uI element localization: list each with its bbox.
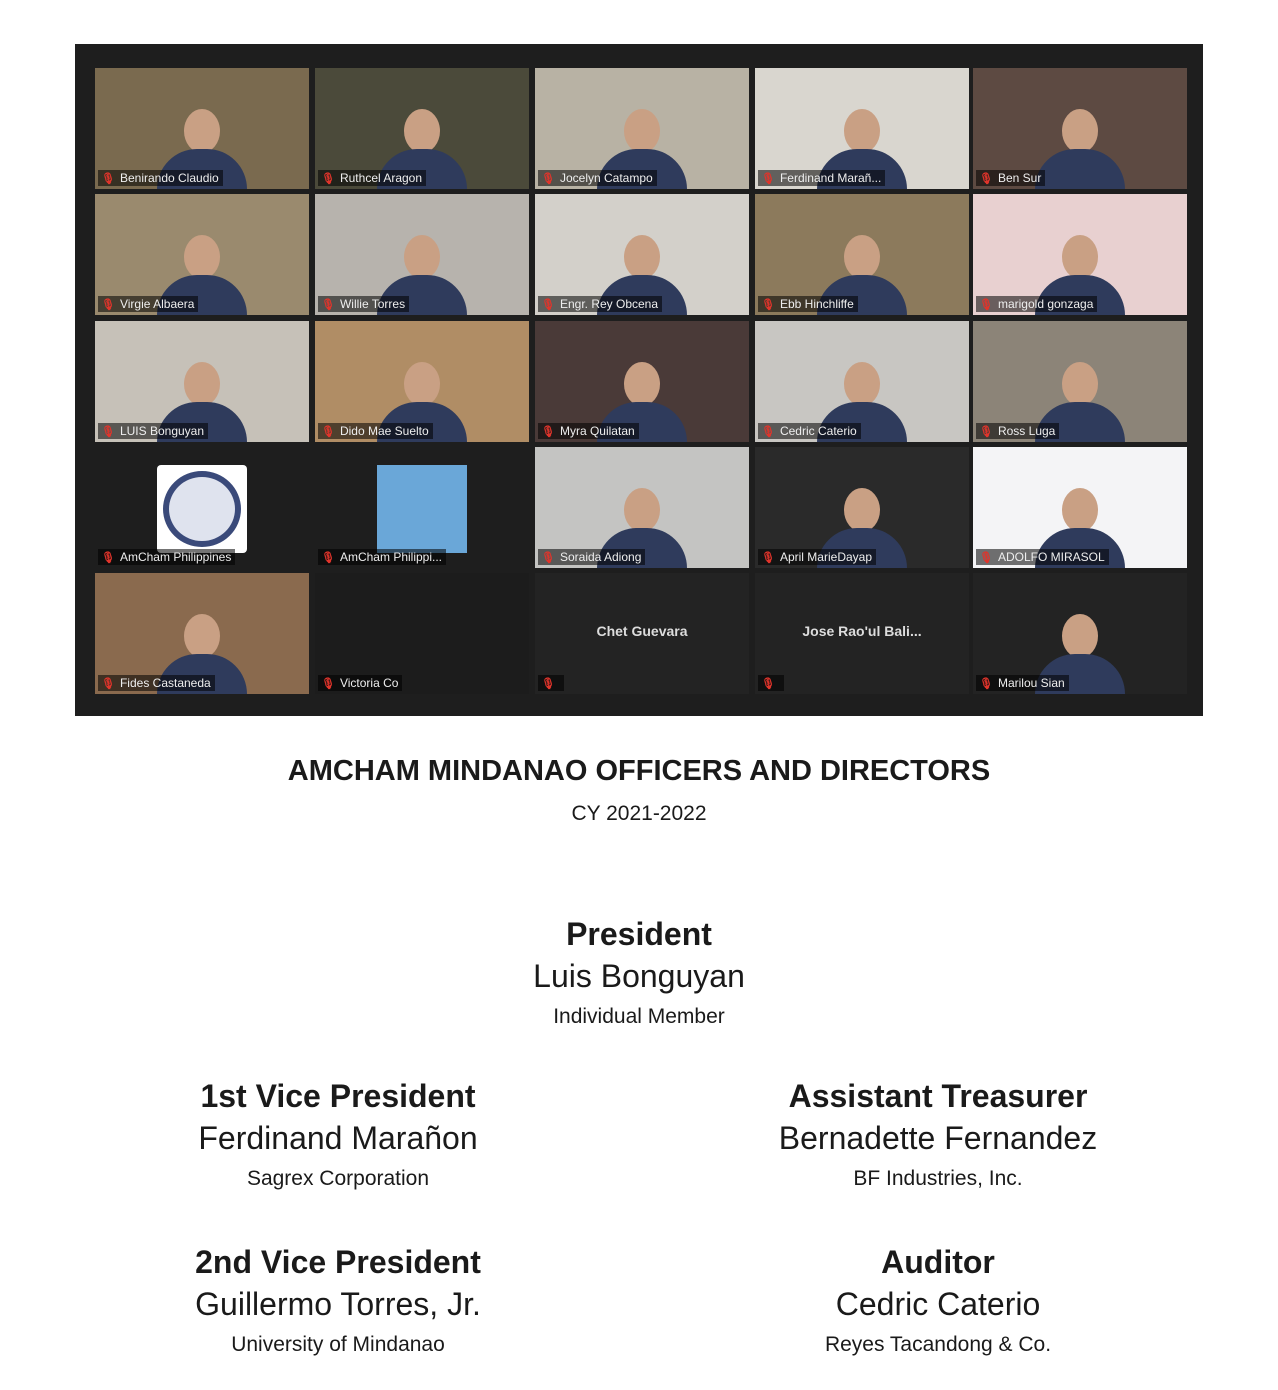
- participant-name: Ross Luga: [997, 424, 1056, 438]
- muted-mic-icon: 🎙︎: [541, 299, 555, 311]
- officer-org: Reyes Tacandong & Co.: [824, 1333, 1052, 1356]
- officer-name: Guillermo Torres, Jr.: [195, 1286, 481, 1322]
- participant-name-label: [318, 549, 446, 565]
- officer-role: Assistant Treasurer: [788, 1078, 1088, 1114]
- participant-tile[interactable]: [755, 573, 969, 694]
- muted-mic-icon: 🎙︎: [321, 678, 335, 690]
- officer-role: 1st Vice President: [200, 1078, 476, 1114]
- participant-name-label: [758, 296, 858, 312]
- muted-mic-icon: 🎙︎: [321, 552, 335, 564]
- participant-name-center: Chet Guevara: [596, 623, 688, 639]
- muted-mic-icon: 🎙︎: [979, 678, 993, 690]
- participant-tile[interactable]: [535, 447, 749, 568]
- officer-1st-vice-president: [38, 1076, 638, 1196]
- participant-name: LUIS Bonguyan: [119, 424, 205, 438]
- muted-mic-icon: 🎙︎: [541, 426, 555, 438]
- participant-name: Ben Sur: [997, 171, 1042, 185]
- muted-mic-icon: 🎙︎: [101, 552, 115, 564]
- officer-name: Bernadette Fernandez: [778, 1120, 1098, 1156]
- muted-mic-icon: 🎙︎: [321, 299, 335, 311]
- participant-tile[interactable]: [755, 321, 969, 442]
- participant-tile[interactable]: [755, 447, 969, 568]
- participant-name: Ebb Hinchliffe: [779, 297, 854, 311]
- participant-name: Benirando Claudio: [119, 171, 219, 185]
- muted-mic-icon: 🎙︎: [101, 299, 115, 311]
- participant-tile[interactable]: [315, 321, 529, 442]
- participant-name-label: [98, 549, 235, 565]
- participant-name-label: [538, 296, 662, 312]
- participant-name-label: [318, 675, 402, 691]
- participant-name-center: Jose Rao'ul Bali...: [802, 623, 922, 639]
- officer-role: Auditor: [881, 1244, 995, 1280]
- participant-tile[interactable]: [535, 68, 749, 189]
- muted-mic-icon: 🎙︎: [321, 173, 335, 185]
- participant-name: Marilou Sian: [997, 676, 1065, 690]
- participant-name-label: [976, 296, 1097, 312]
- muted-mic-icon: 🎙︎: [979, 426, 993, 438]
- participant-name-label: [318, 423, 433, 439]
- muted-mic-icon: 🎙︎: [761, 173, 775, 185]
- participant-name-label: [318, 170, 426, 186]
- participant-name: AmCham Philippines: [119, 550, 232, 564]
- participant-name: Engr. Rey Obcena: [559, 297, 659, 311]
- participant-name: Dido Mae Suelto: [339, 424, 429, 438]
- officer-president: [339, 914, 939, 1034]
- participant-tile[interactable]: [535, 321, 749, 442]
- officer-org: Sagrex Corporation: [246, 1167, 430, 1190]
- muted-mic-icon: 🎙︎: [541, 173, 555, 185]
- participant-name-label: [758, 423, 861, 439]
- participant-tile[interactable]: [315, 194, 529, 315]
- muted-mic-icon: 🎙︎: [979, 173, 993, 185]
- muted-mic-icon: 🎙︎: [101, 426, 115, 438]
- officer-assistant-treasurer: [638, 1076, 1238, 1196]
- zoom-meeting-gallery: [75, 44, 1203, 716]
- participant-tile[interactable]: [315, 447, 529, 568]
- participant-tile[interactable]: [315, 68, 529, 189]
- participant-name-label: [538, 423, 639, 439]
- participant-tile[interactable]: [973, 447, 1187, 568]
- participant-name: Ferdinand Marañ...: [779, 171, 882, 185]
- muted-mic-icon: 🎙︎: [761, 299, 775, 311]
- participant-name: Victoria Co: [339, 676, 399, 690]
- officer-name: Ferdinand Marañon: [198, 1120, 478, 1156]
- participant-name-label: [976, 675, 1069, 691]
- muted-mic-icon: 🎙︎: [321, 426, 335, 438]
- participant-name-label: [98, 170, 223, 186]
- participant-tile[interactable]: [95, 573, 309, 694]
- officer-auditor: [638, 1242, 1238, 1362]
- participant-tile[interactable]: [95, 194, 309, 315]
- page-title: AMCHAM MINDANAO OFFICERS AND DIRECTORS: [287, 755, 991, 787]
- muted-mic-icon: 🎙︎: [979, 299, 993, 311]
- participant-tile[interactable]: [535, 573, 749, 694]
- participant-name-label: [98, 423, 208, 439]
- officer-org: BF Industries, Inc.: [853, 1167, 1023, 1190]
- participant-name: Fides Castaneda: [119, 676, 211, 690]
- muted-mic-icon: 🎙︎: [979, 552, 993, 564]
- participant-tile[interactable]: [95, 447, 309, 568]
- participant-name-label: [976, 423, 1059, 439]
- participant-name-label: [758, 170, 885, 186]
- term-year: CY 2021-2022: [571, 802, 707, 825]
- participant-name-label: [976, 549, 1109, 565]
- muted-mic-icon: 🎙︎: [541, 678, 555, 690]
- participant-name-label: [538, 675, 564, 691]
- participant-tile[interactable]: [535, 194, 749, 315]
- muted-mic-icon: 🎙︎: [761, 426, 775, 438]
- participant-name-label: [758, 549, 876, 565]
- participant-name: Soraida Adiong: [559, 550, 642, 564]
- participant-tile[interactable]: [755, 194, 969, 315]
- participant-name-label: [98, 675, 215, 691]
- officer-org: Individual Member: [553, 1005, 725, 1028]
- muted-mic-icon: 🎙︎: [541, 552, 555, 564]
- officer-role: President: [566, 916, 712, 952]
- participant-name: marigold gonzaga: [997, 297, 1094, 311]
- muted-mic-icon: 🎙︎: [101, 173, 115, 185]
- muted-mic-icon: 🎙︎: [761, 678, 775, 690]
- participant-name-label: [98, 296, 198, 312]
- participant-name: Cedric Caterio: [779, 424, 857, 438]
- participant-name: Willie Torres: [339, 297, 406, 311]
- officer-org: University of Mindanao: [231, 1333, 445, 1356]
- participant-tile[interactable]: [973, 68, 1187, 189]
- participant-tile[interactable]: [95, 68, 309, 189]
- participant-name: ADOLFO MIRASOL: [997, 550, 1105, 564]
- participant-name-label: [538, 549, 645, 565]
- participant-tile[interactable]: [973, 321, 1187, 442]
- participant-name-label: [976, 170, 1045, 186]
- participant-tile[interactable]: [973, 573, 1187, 694]
- participant-tile[interactable]: [95, 321, 309, 442]
- participant-name: AmCham Philippi...: [339, 550, 443, 564]
- amcham-seal-image: [157, 465, 247, 553]
- officer-name: Luis Bonguyan: [533, 958, 745, 994]
- participant-name: April MarieDayap: [779, 550, 873, 564]
- participant-name: Myra Quilatan: [559, 424, 635, 438]
- participant-name: Virgie Albaera: [119, 297, 195, 311]
- muted-mic-icon: 🎙︎: [101, 678, 115, 690]
- participant-name: Jocelyn Catampo: [559, 171, 653, 185]
- participant-video: [1035, 99, 1125, 189]
- avatar-image: [377, 465, 467, 553]
- officer-name: Cedric Caterio: [835, 1286, 1041, 1322]
- participant-tile[interactable]: [755, 68, 969, 189]
- participant-name-label: [538, 170, 657, 186]
- participant-name-label: [758, 675, 784, 691]
- officer-2nd-vice-president: [38, 1242, 638, 1362]
- officer-role: 2nd Vice President: [195, 1244, 481, 1280]
- participant-name-label: [318, 296, 409, 312]
- participant-tile[interactable]: [315, 573, 529, 694]
- participant-tile[interactable]: [973, 194, 1187, 315]
- muted-mic-icon: 🎙︎: [761, 552, 775, 564]
- participant-name: Ruthcel Aragon: [339, 171, 423, 185]
